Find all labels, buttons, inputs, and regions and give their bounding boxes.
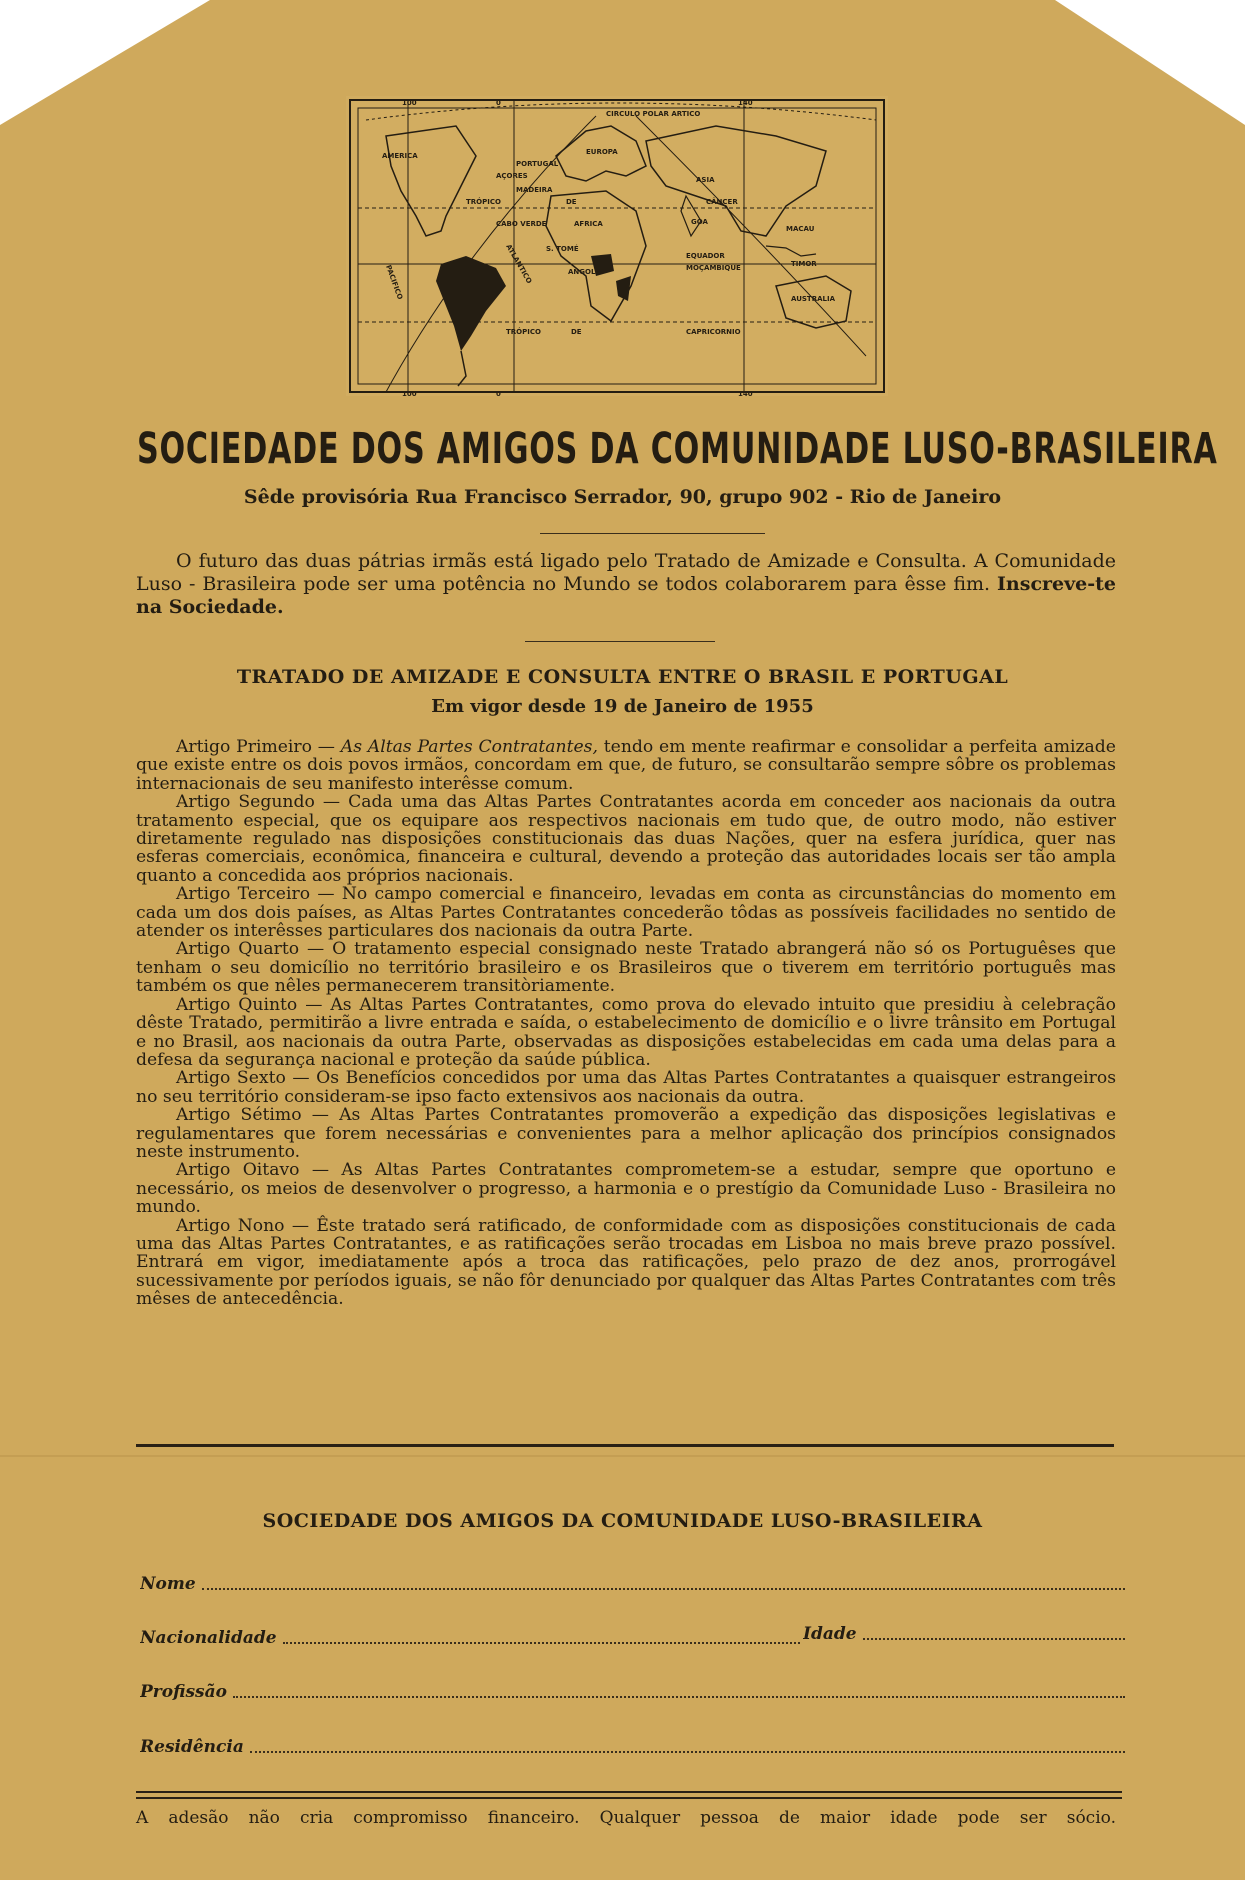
- map-label-tropico-n: TRÓPICO: [466, 198, 501, 206]
- article: [136, 793, 1116, 885]
- divider: [525, 641, 715, 642]
- map-label-acores: AÇORES: [496, 172, 528, 180]
- footer-rule: [136, 1797, 1122, 1799]
- treaty-subtitle: Em vigor desde 19 de Janeiro de 1955: [431, 696, 814, 717]
- residencia-line[interactable]: [250, 1739, 1125, 1753]
- map-label-australia: AUSTRALIA: [791, 295, 835, 303]
- map-grid-label: 140: [738, 99, 753, 107]
- article: [136, 738, 1116, 793]
- article-heading: Artigo Nono —: [176, 1215, 310, 1236]
- nome-line[interactable]: [202, 1576, 1125, 1590]
- world-map: [346, 96, 888, 396]
- map-label-pacifico: PACIFICO: [384, 263, 404, 301]
- map-label-macau: MACAU: [786, 225, 815, 233]
- footer-note: A adesão não cria compromisso financeiro. Qualquer pessoa de maior idade pode ser sócio.: [136, 1808, 1116, 1828]
- article-heading: Artigo Sexto —: [176, 1068, 310, 1089]
- profissao-label: Profissão: [140, 1682, 227, 1702]
- divider: [540, 533, 765, 534]
- intro-call-to-action: Inscreve-te na Sociedade.: [136, 573, 1116, 618]
- map-label-africa: AFRICA: [574, 220, 603, 228]
- map-grid-label: 100: [402, 99, 417, 107]
- article-heading: Artigo Quinto —: [176, 994, 323, 1015]
- footer-rule: [136, 1791, 1122, 1793]
- profissao-line[interactable]: [233, 1684, 1125, 1698]
- profissao-field[interactable]: [140, 1682, 1125, 1702]
- section-divider: [136, 1444, 1114, 1447]
- map-label-arctic: CIRCULO POLAR ARTICO: [606, 110, 701, 118]
- article: [136, 1069, 1116, 1106]
- world-map-drawing: [346, 96, 888, 396]
- map-label-timor: TIMOR: [791, 260, 817, 268]
- map-label-europa: EUROPA: [586, 148, 618, 156]
- map-grid-label: 0: [496, 390, 501, 396]
- article: [136, 1161, 1116, 1216]
- article: [136, 940, 1116, 995]
- map-label-cabo-verde: CABO VERDE: [496, 220, 547, 228]
- map-label-asia: ASIA: [696, 176, 715, 184]
- map-label-equador: EQUADOR: [686, 252, 725, 260]
- article: [136, 1106, 1116, 1161]
- idade-label: Idade: [803, 1624, 857, 1644]
- article-heading: Artigo Quarto —: [176, 939, 325, 960]
- nacionalidade-field[interactable]: [140, 1628, 800, 1648]
- map-label-madeira: MADEIRA: [516, 186, 553, 194]
- map-label-de: DE: [571, 328, 582, 336]
- society-address: Sêde provisória Rua Francisco Serrador, 90, grupo 902 - Rio de Janeiro: [243, 486, 1002, 508]
- form-title: SOCIEDADE DOS AMIGOS DA COMUNIDADE LUSO-BRASILEIRA: [262, 1510, 983, 1532]
- map-label-atlantico: ATLANTICO: [504, 243, 534, 285]
- article-text: Êste tratado será ratificado, de conformidade com as disposições constitucionais de cada uma das Altas Partes Contratantes, e as ratificações serão trocadas em Lisboa no mais breve prazo possível. Entrará em vigor, imediatamente após a troca das ratificações, pelo prazo de dez anos, prorrogável sucessivamente por períodos iguais, se não fôr denunciado por qualquer das Altas Partes Contratantes com três mêses de antecedência.: [136, 1215, 1116, 1310]
- map-label-cancer: CÂNCER: [706, 198, 738, 206]
- map-label-tropico-s: TRÓPICO: [506, 328, 541, 336]
- map-label-capricornio: CAPRICORNIO: [686, 328, 741, 336]
- treaty-articles: [136, 738, 1116, 1309]
- society-title: SOCIEDADE DOS AMIGOS DA COMUNIDADE LUSO-BRASILEIRA: [136, 424, 1218, 474]
- map-label-de: DE: [566, 198, 577, 206]
- nome-field[interactable]: [140, 1574, 1125, 1594]
- map-grid-label: 100: [402, 390, 417, 396]
- map-label-portugal: PORTUGAL: [516, 160, 559, 168]
- article-heading: Artigo Segundo —: [176, 792, 341, 813]
- article-text: As Altas Partes Contratantes promoverão a expedição das disposições legislativas e regulamentares que forem necessárias e convenientes para a melhor aplicação dos princípios consignados neste instrumento.: [136, 1105, 1117, 1162]
- article-text: No campo comercial e financeiro, levadas em conta as circunstâncias do momento em cada um dos dois países, as Altas Partes Contratantes concederão tôdas as possíveis facilidades no sentido de atender os interêsses particulares dos nacionais da outra Parte.: [136, 884, 1117, 942]
- idade-line[interactable]: [863, 1626, 1125, 1640]
- map-label-goa: GOA: [691, 218, 708, 226]
- article-lead: As Altas Partes Contratantes,: [340, 737, 598, 757]
- article: [136, 1217, 1116, 1309]
- nacionalidade-line[interactable]: [283, 1630, 800, 1644]
- article-text: O tratamento especial consignado neste Tratado abrangerá não só os Portuguêses que tenham o seu domicílio no território brasileiro e os Brasileiros que o tiverem em território português mas também os que nêles permanecerem transitòriamente.: [136, 939, 1117, 997]
- article-text: As Altas Partes Contratantes comprometem-se a estudar, sempre que oportuno e necessário, os meios de desenvolver o progresso, a harmonia e o prestígio da Comunidade Luso - Brasileira no mundo.: [136, 1160, 1117, 1218]
- map-label-mocambique: MOÇAMBIQUE: [686, 264, 741, 272]
- article-heading: Artigo Primeiro —: [176, 737, 335, 757]
- treaty-title: TRATADO DE AMIZADE E CONSULTA ENTRE O BRASIL E PORTUGAL: [236, 666, 1009, 688]
- intro-paragraph: [136, 550, 1116, 619]
- map-grid-label: 0: [496, 99, 501, 107]
- article-text: Os Benefícios concedidos por uma das Altas Partes Contratantes a quaisquer estrangeiros no seu território consideram-se ipso facto extensivos aos nacionais da outra.: [136, 1068, 1117, 1107]
- article: [136, 885, 1116, 940]
- map-label-sao-tome: S. TOMÉ: [546, 245, 579, 253]
- article: [136, 996, 1116, 1070]
- fold-crease: [0, 1455, 1245, 1457]
- map-label-angola: ANGOLA: [568, 268, 601, 276]
- article-heading: Artigo Sétimo —: [176, 1105, 329, 1126]
- residencia-field[interactable]: [140, 1737, 1125, 1757]
- residencia-label: Residência: [140, 1737, 244, 1757]
- article-heading: Artigo Oitavo —: [176, 1160, 330, 1181]
- map-label-america: AMERICA: [382, 152, 418, 160]
- article-text: tendo em mente reafirmar e consolidar a perfeita amizade que existe entre os dois povos irmãos, concordam em que, de futuro, se consultarão sempre sôbre os problemas internacionais de seu manifesto interêsse comum.: [136, 737, 1116, 794]
- idade-field[interactable]: [803, 1624, 1125, 1644]
- article-heading: Artigo Terceiro —: [176, 884, 335, 905]
- nome-label: Nome: [140, 1574, 196, 1594]
- nacionalidade-label: Nacionalidade: [140, 1628, 277, 1648]
- article-text: As Altas Partes Contratantes, como prova do elevado intuito que presidiu à celebração dêste Tratado, permitirão a livre entrada e saída, o estabelecimento de domicílio e o livre trânsito em Portugal e no Brasil, aos nacionais da outra Parte, observadas as disposições estabelecidas em cada uma delas para a defesa da segurança nacional e proteção da saúde pública.: [136, 994, 1116, 1070]
- intro-text: O futuro das duas pátrias irmãs está ligado pelo Tratado de Amizade e Consulta. A Comunidade Luso - Brasileira pode ser uma potência no Mundo se todos colaborarem para êsse fim.: [136, 550, 1116, 595]
- map-grid-label: 140: [738, 390, 753, 396]
- article-text: Cada uma das Altas Partes Contratantes acorda em conceder aos nacionais da outra tratamento especial, que os equipare aos respectivos nacionais em tudo que, de outro modo, não estiver diretamente regulado nas disposições constitucionais das duas Nações, quer na esfera jurídica, quer nas esferas comerciais, econômica, financeira e cultural, devendo a proteção das autoridades locais ser tão ampla quanto a concedida aos próprios nacionais.: [136, 792, 1117, 886]
